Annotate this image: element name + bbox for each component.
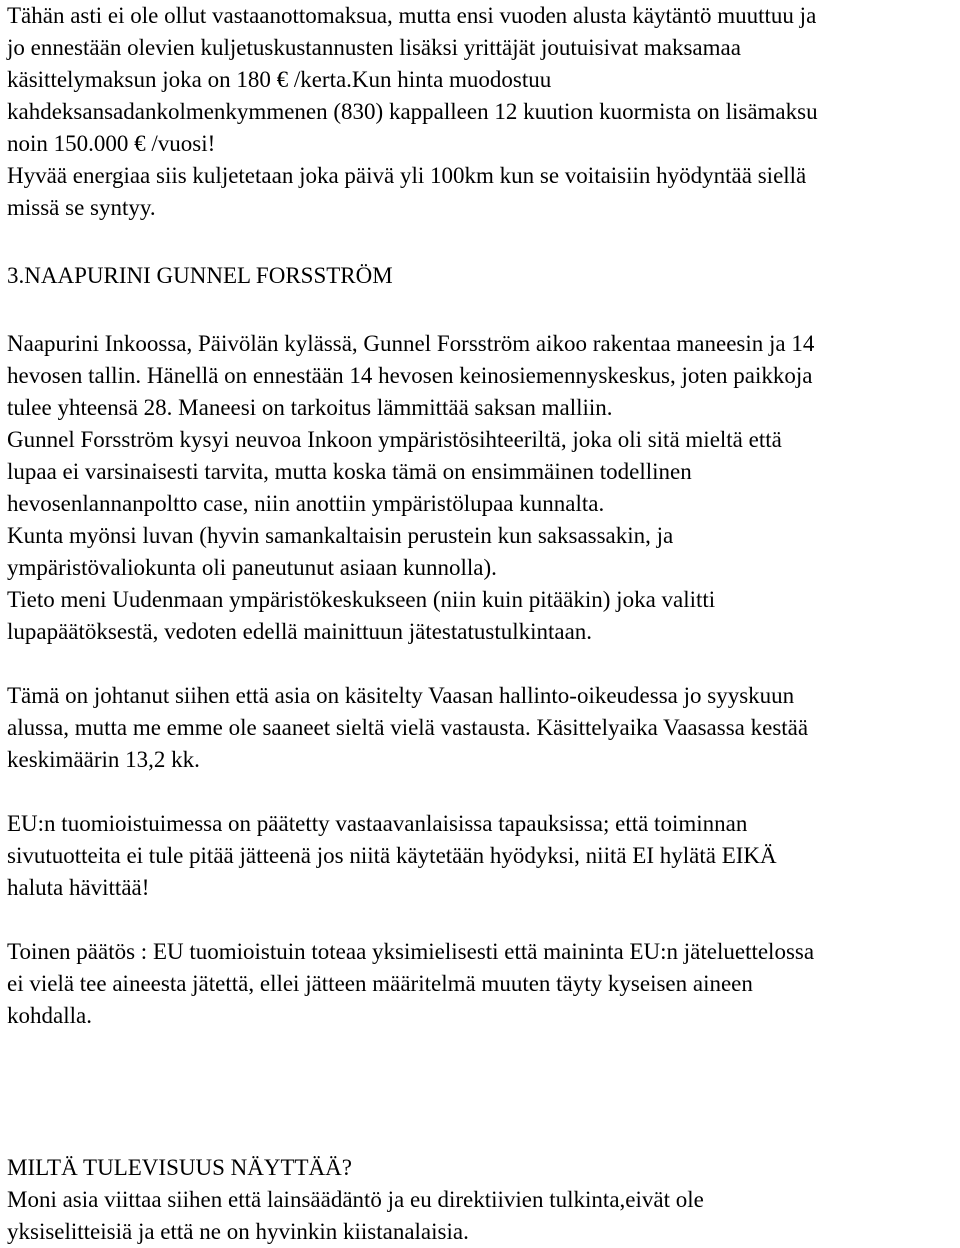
text-line: hevosen tallin. Hänellä on ennestään 14 hevosen keinosiemennyskeskus, joten paikkoja bbox=[7, 363, 813, 388]
text-line: sivutuotteita ei tule pitää jätteenä jos niitä käytetään hyödyksi, niitä EI hylätä EIKÄ bbox=[7, 843, 777, 868]
text-line: kohdalla. bbox=[7, 1003, 92, 1028]
text-line: kahdeksansadankolmenkymmenen (830) kappalleen 12 kuution kuormista on lisämaksu bbox=[7, 99, 818, 124]
text-line: ympäristövaliokunta oli paneutunut asiaan kunnolla). bbox=[7, 555, 497, 580]
text-line: alussa, mutta me emme ole saaneet sieltä vielä vastausta. Käsittelyaika Vaasassa kestää bbox=[7, 715, 809, 740]
text-line: yksiselitteisiä ja että ne on hyvinkin kiistanalaisia. bbox=[7, 1219, 469, 1244]
text-line: noin 150.000 € /vuosi! bbox=[7, 131, 216, 156]
intro-paragraph bbox=[7, 0, 957, 224]
text-line: hevosenlannanpoltto case, niin anottiin ympäristölupaa kunnalta. bbox=[7, 491, 605, 516]
text-line: tulee yhteensä 28. Maneesi on tarkoitus lämmittää saksan malliin. bbox=[7, 395, 613, 420]
text-line: lupaa ei varsinaisesti tarvita, mutta koska tämä on ensimmäinen todellinen bbox=[7, 459, 692, 484]
text-line: Moni asia viittaa siihen että lainsäädäntö ja eu direktiivien tulkinta,eivät ole bbox=[7, 1187, 704, 1212]
text-line: käsittelymaksun joka on 180 € /kerta.Kun hinta muodostuu bbox=[7, 67, 552, 92]
text-line: Hyvää energiaa siis kuljetetaan joka päivä yli 100km kun se voitaisiin hyödyntää siellä bbox=[7, 163, 807, 188]
future-paragraph bbox=[7, 1184, 957, 1248]
document-page bbox=[7, 0, 957, 1248]
section-heading: 3.NAAPURINI GUNNEL FORSSTRÖM bbox=[7, 263, 393, 288]
eu-court-paragraph bbox=[7, 808, 957, 904]
text-line: Tämä on johtanut siihen että asia on käsitelty Vaasan hallinto-oikeudessa jo syyskuun bbox=[7, 683, 795, 708]
text-line: EU:n tuomioistuimessa on päätetty vastaavanlaisissa tapauksissa; että toiminnan bbox=[7, 811, 748, 836]
vaasa-paragraph bbox=[7, 680, 957, 776]
text-line: Gunnel Forsström kysyi neuvoa Inkoon ympäristösihteeriltä, joka oli sitä mieltä että bbox=[7, 427, 782, 452]
text-line: Kunta myönsi luvan (hyvin samankaltaisin perustein kun saksassakin, ja bbox=[7, 523, 674, 548]
text-line: haluta hävittää! bbox=[7, 875, 150, 900]
text-line: jo ennestään olevien kuljetuskustannusten lisäksi yrittäjät joutuisivat maksamaa bbox=[7, 35, 741, 60]
text-line: Tieto meni Uudenmaan ympäristökeskukseen (niin kuin pitääkin) joka valitti bbox=[7, 587, 716, 612]
text-line: ei vielä tee aineesta jätettä, ellei jätteen määritelmä muuten täyty kyseisen aineen bbox=[7, 971, 753, 996]
text-line: Naapurini Inkoossa, Päivölän kylässä, Gunnel Forsström aikoo rakentaa maneesin ja 14 bbox=[7, 331, 815, 356]
text-line: lupapäätöksestä, vedoten edellä mainittuun jätestatustulkintaan. bbox=[7, 619, 593, 644]
section3-paragraph bbox=[7, 328, 957, 648]
text-line: Toinen päätös : EU tuomioistuin toteaa yksimielisesti että maininta EU:n jäteluettelossa bbox=[7, 939, 815, 964]
text-line: Tähän asti ei ole ollut vastaanottomaksua, mutta ensi vuoden alusta käytäntö muuttuu ja bbox=[7, 3, 817, 28]
second-ruling-paragraph bbox=[7, 936, 957, 1032]
future-heading: MILTÄ TULEVISUUS NÄYTTÄÄ? bbox=[7, 1155, 352, 1180]
text-line: keskimäärin 13,2 kk. bbox=[7, 747, 200, 772]
text-line: missä se syntyy. bbox=[7, 195, 156, 220]
